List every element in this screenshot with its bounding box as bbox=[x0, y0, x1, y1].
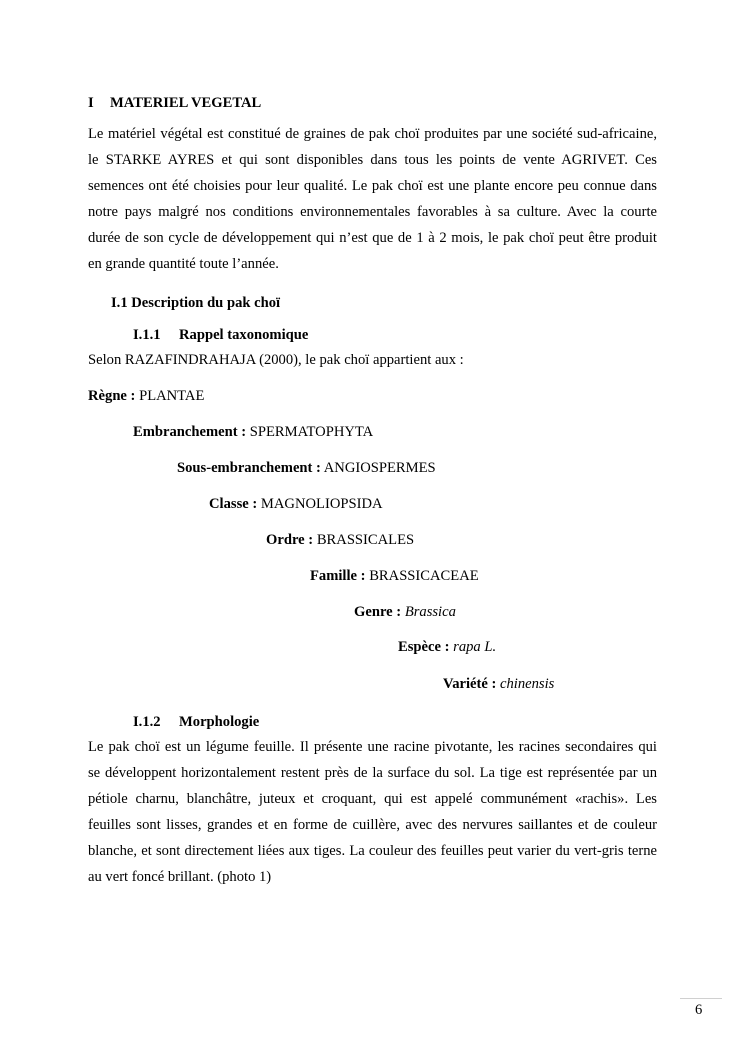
taxon-label: Classe : bbox=[209, 496, 258, 512]
taxon-classe bbox=[209, 495, 383, 513]
subsubsection-heading-morphology bbox=[133, 713, 259, 731]
morphology-line: blanche, et sont directement liées aux tiges. La couleur des feuilles peut varier du vert-gris terne bbox=[88, 843, 657, 859]
page-number: 6 bbox=[695, 1002, 703, 1018]
morphology-line: se développent horizontalement restent près de la surface du sol. La tige est représentée par un bbox=[88, 765, 657, 781]
morphology-paragraph bbox=[88, 734, 657, 890]
intro-line: Le matériel végétal est constitué de graines de pak choï produites par une société sud-africaine, bbox=[88, 126, 657, 142]
intro-line: en grande quantité toute l’année. bbox=[88, 256, 279, 272]
morphology-line: au vert foncé brillant. (photo 1) bbox=[88, 869, 272, 885]
intro-line: le STARKE AYRES et qui sont disponibles dans tous les points de vente AGRIVET. Ces bbox=[88, 152, 657, 168]
taxon-label: Ordre : bbox=[266, 532, 314, 548]
footer-rule bbox=[680, 998, 722, 999]
section-number: I bbox=[88, 95, 94, 111]
subsubsection-heading-taxonomy bbox=[133, 326, 308, 344]
taxon-variete bbox=[443, 675, 554, 693]
taxon-label: Genre : bbox=[354, 604, 402, 620]
taxon-value: BRASSICALES bbox=[316, 532, 415, 548]
intro-line: semences ont été choisies pour leur qualité. Le pak choï est une plante encore peu connue dans bbox=[88, 178, 657, 194]
taxon-label: Embranchement : bbox=[133, 424, 247, 440]
intro-line: notre pays malgré nos conditions environnementales favorables à sa culture. Avec la courte bbox=[88, 204, 657, 220]
subsubsection-number: I.1.1 bbox=[133, 327, 161, 343]
taxon-ordre bbox=[266, 531, 414, 549]
taxon-value: PLANTAE bbox=[139, 388, 205, 404]
taxon-regne bbox=[88, 387, 204, 405]
taxon-value: Brassica bbox=[404, 604, 456, 620]
taxon-sous-embranchement bbox=[177, 459, 436, 477]
subsubsection-title: Morphologie bbox=[179, 714, 260, 730]
morphology-line: feuilles sont lisses, grandes et en forme de cuillère, avec des nervures saillantes et de couleur bbox=[88, 817, 657, 833]
subsubsection-number: I.1.2 bbox=[133, 714, 161, 730]
taxon-embranchement bbox=[133, 423, 373, 441]
taxon-value: SPERMATOPHYTA bbox=[249, 424, 374, 440]
section-heading bbox=[88, 94, 261, 112]
taxon-famille bbox=[310, 567, 479, 585]
subsubsection-title: Rappel taxonomique bbox=[179, 327, 309, 343]
intro-paragraph bbox=[88, 121, 657, 277]
taxon-value: ANGIOSPERMES bbox=[323, 460, 436, 476]
taxon-genre bbox=[354, 603, 456, 621]
taxon-label: Espèce : bbox=[398, 639, 450, 655]
taxon-label: Variété : bbox=[443, 676, 497, 692]
taxon-label: Famille : bbox=[310, 568, 366, 584]
taxon-label: Règne : bbox=[88, 388, 136, 404]
intro-line: durée de son cycle de développement qui n’est que de 1 à 2 mois, le pak choï peut être produit bbox=[88, 230, 657, 246]
taxon-value: chinensis bbox=[500, 676, 555, 692]
subsection-heading: I.1 Description du pak choï bbox=[111, 295, 281, 311]
taxon-value: BRASSICACEAE bbox=[369, 568, 479, 584]
taxonomy-lead: Selon RAZAFINDRAHAJA (2000), le pak choï appartient aux : bbox=[88, 352, 464, 368]
taxon-value: MAGNOLIOPSIDA bbox=[260, 496, 383, 512]
taxon-label: Sous-embranchement : bbox=[177, 460, 321, 476]
section-title: MATERIEL VEGETAL bbox=[110, 95, 262, 111]
taxon-espece bbox=[398, 638, 496, 656]
morphology-line: pétiole charnu, blanchâtre, juteux et croquant, qui est appelé communément «rachis». Les bbox=[88, 791, 657, 807]
morphology-line: Le pak choï est un légume feuille. Il présente une racine pivotante, les racines secondaires qui bbox=[88, 739, 657, 755]
taxon-value: rapa L. bbox=[453, 639, 497, 655]
